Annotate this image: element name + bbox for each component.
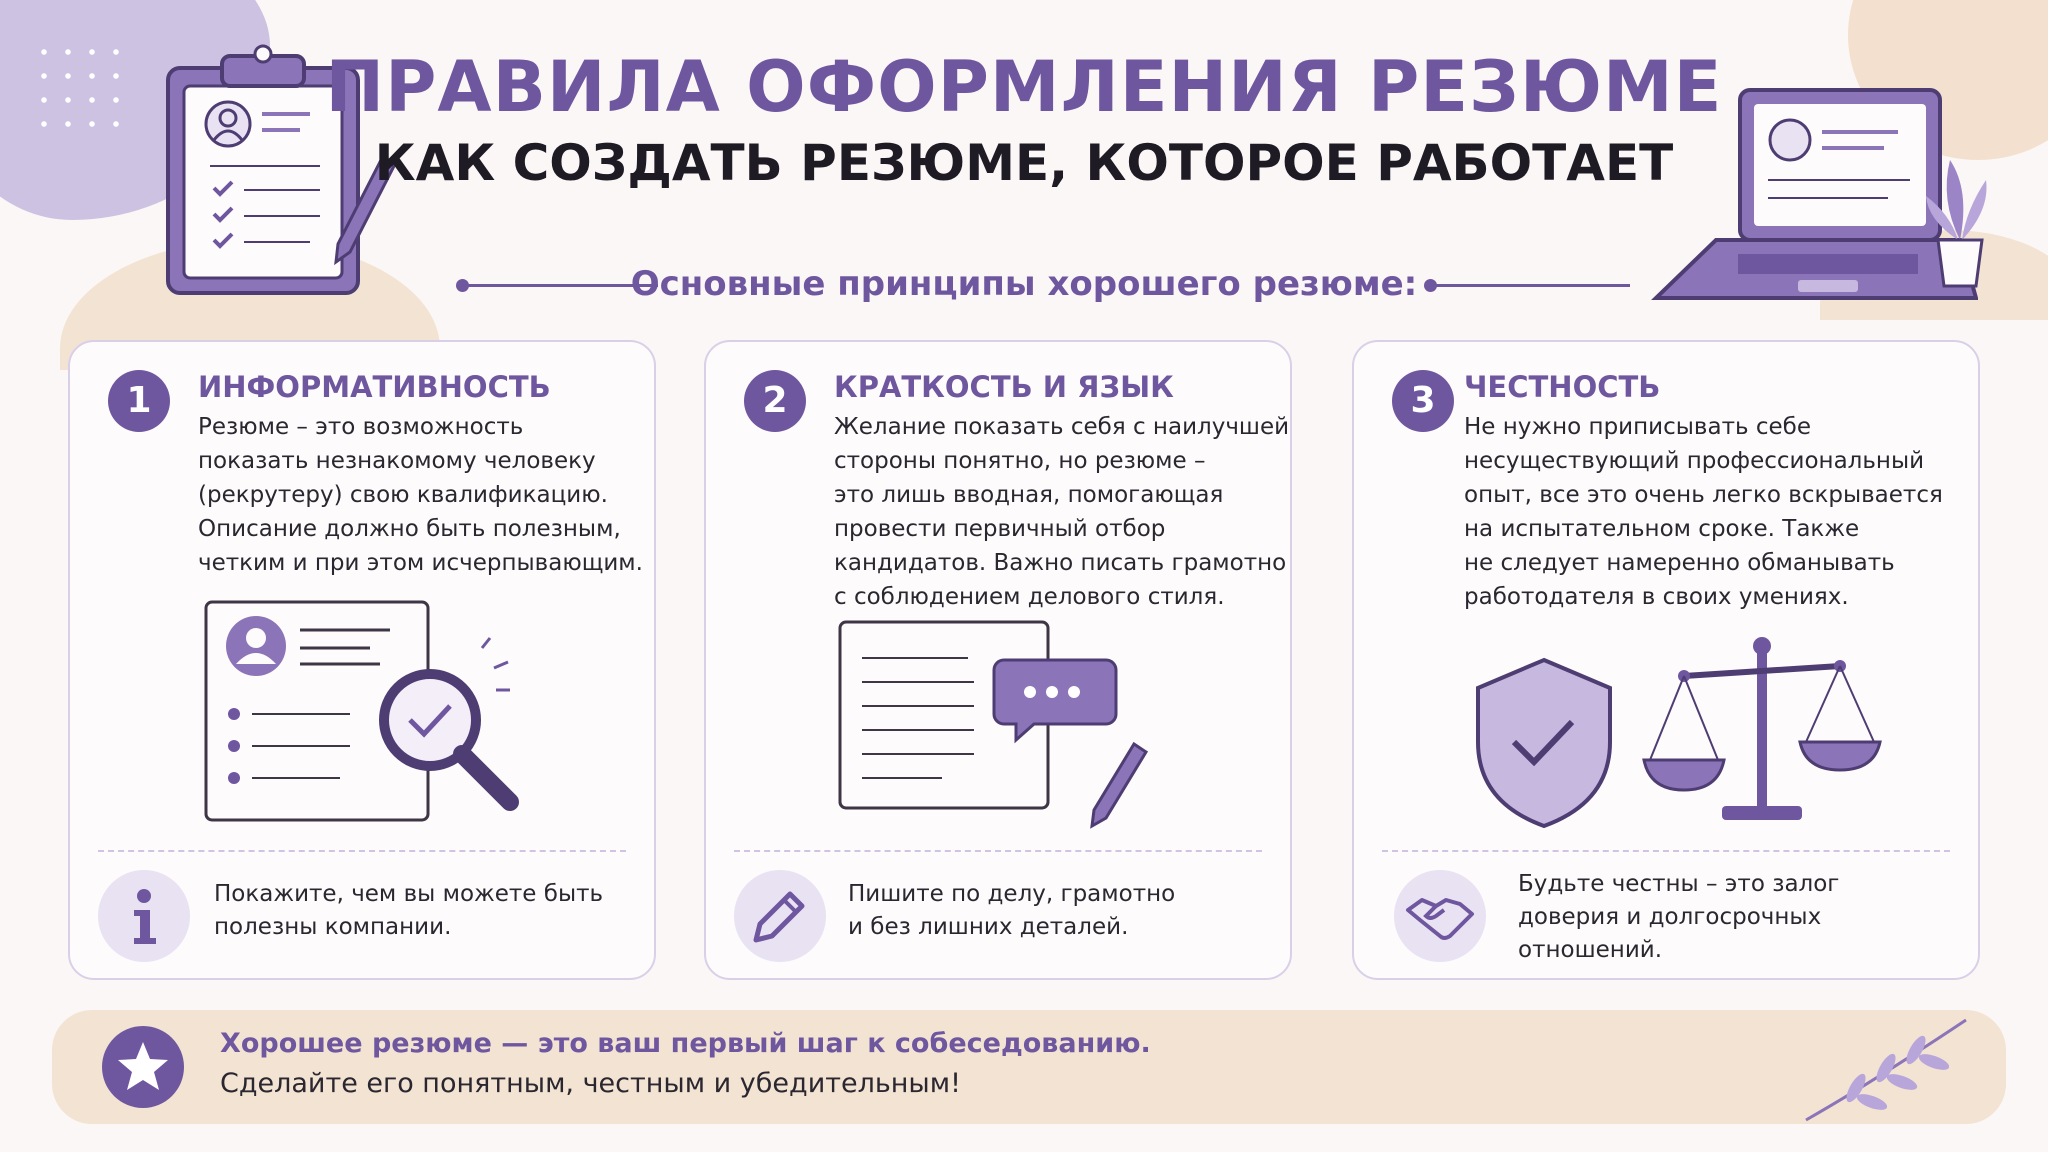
card-title: ЧЕСТНОСТЬ: [1464, 370, 1661, 404]
card-text-line: с соблюдением делового стиля.: [834, 584, 1225, 610]
page-subtitle: КАК СОЗДАТЬ РЕЗЮМЕ, КОТОРОЕ РАБОТАЕТ: [374, 134, 1674, 192]
card-text-line: не следует намеренно обманывать: [1464, 550, 1895, 576]
resume-magnifier-icon: [70, 592, 658, 842]
handshake-icon: [1394, 870, 1486, 962]
card-divider: [734, 850, 1262, 852]
card-text-line: на испытательном сроке. Также: [1464, 516, 1860, 542]
section-heading-text: Основные принципы хорошего резюме:: [630, 264, 1418, 304]
card-tip-line: Покажите, чем вы можете быть: [214, 881, 604, 907]
card-text-line: четким и при этом исчерпывающим.: [198, 550, 643, 576]
card-tip-line: Пишите по делу, грамотно: [848, 881, 1176, 907]
card-text-line: Не нужно приписывать себе: [1464, 414, 1811, 440]
card-text-line: это лишь вводная, помогающая: [834, 482, 1224, 508]
card-tip-line: Будьте честны – это залог: [1518, 871, 1840, 897]
card-text-line: несуществующий профессиональный: [1464, 448, 1925, 474]
card-tip-line: доверия и долгосрочных: [1518, 904, 1822, 930]
section-heading-line-right: [1430, 284, 1630, 287]
card-tip: [1518, 868, 1938, 967]
card-text-line: показать незнакомому человеку: [198, 448, 596, 474]
banner-headline: Хорошее резюме — это ваш первый шаг к собеседованию.: [220, 1028, 1151, 1059]
card-number-badge: 2: [744, 370, 806, 432]
card-tip-line: полезны компании.: [214, 914, 452, 940]
info-icon: [98, 870, 190, 962]
card-text-line: Описание должно быть полезным,: [198, 516, 621, 542]
card-tip: [214, 878, 634, 944]
card-text-line: стороны понятно, но резюме –: [834, 448, 1206, 474]
card-text-line: кандидатов. Важно писать грамотно: [834, 550, 1287, 576]
card-divider: [1382, 850, 1950, 852]
card-title: КРАТКОСТЬ И ЯЗЫК: [834, 370, 1174, 404]
card-divider: [98, 850, 626, 852]
banner-subline: Сделайте его понятным, честным и убедительным!: [220, 1068, 961, 1099]
card-description: [834, 410, 1290, 614]
card-text-line: (рекрутеру) свою квалификацию.: [198, 482, 608, 508]
pencil-icon: [734, 870, 826, 962]
card-text-line: опыт, все это очень легко вскрывается: [1464, 482, 1943, 508]
card-tip-line: отношений.: [1518, 937, 1663, 963]
principle-card-honesty: [1352, 340, 1980, 980]
bottom-banner: [52, 1010, 2006, 1124]
principle-card-informativeness: [68, 340, 656, 980]
card-tip: [848, 878, 1268, 944]
card-tip-line: и без лишних деталей.: [848, 914, 1129, 940]
page-title: ПРАВИЛА ОФОРМЛЕНИЯ РЕЗЮМЕ: [325, 46, 1723, 128]
card-text-line: работодателя в своих умениях.: [1464, 584, 1849, 610]
document-chat-icon: [706, 592, 1294, 842]
shield-scales-icon: [1354, 592, 1982, 842]
card-text-line: Желание показать себя с наилучшей: [834, 414, 1290, 440]
leaf-branch-icon: [1796, 1010, 1976, 1124]
card-title: ИНФОРМАТИВНОСТЬ: [198, 370, 551, 404]
card-number-badge: 1: [108, 370, 170, 432]
card-text-line: Резюме – это возможность: [198, 414, 524, 440]
card-description: [198, 410, 648, 580]
card-description: [1464, 410, 1964, 614]
card-number-badge: 3: [1392, 370, 1454, 432]
section-heading: [0, 262, 2048, 312]
card-text-line: провести первичный отбор: [834, 516, 1166, 542]
principle-card-brevity: [704, 340, 1292, 980]
star-icon: [102, 1026, 184, 1108]
